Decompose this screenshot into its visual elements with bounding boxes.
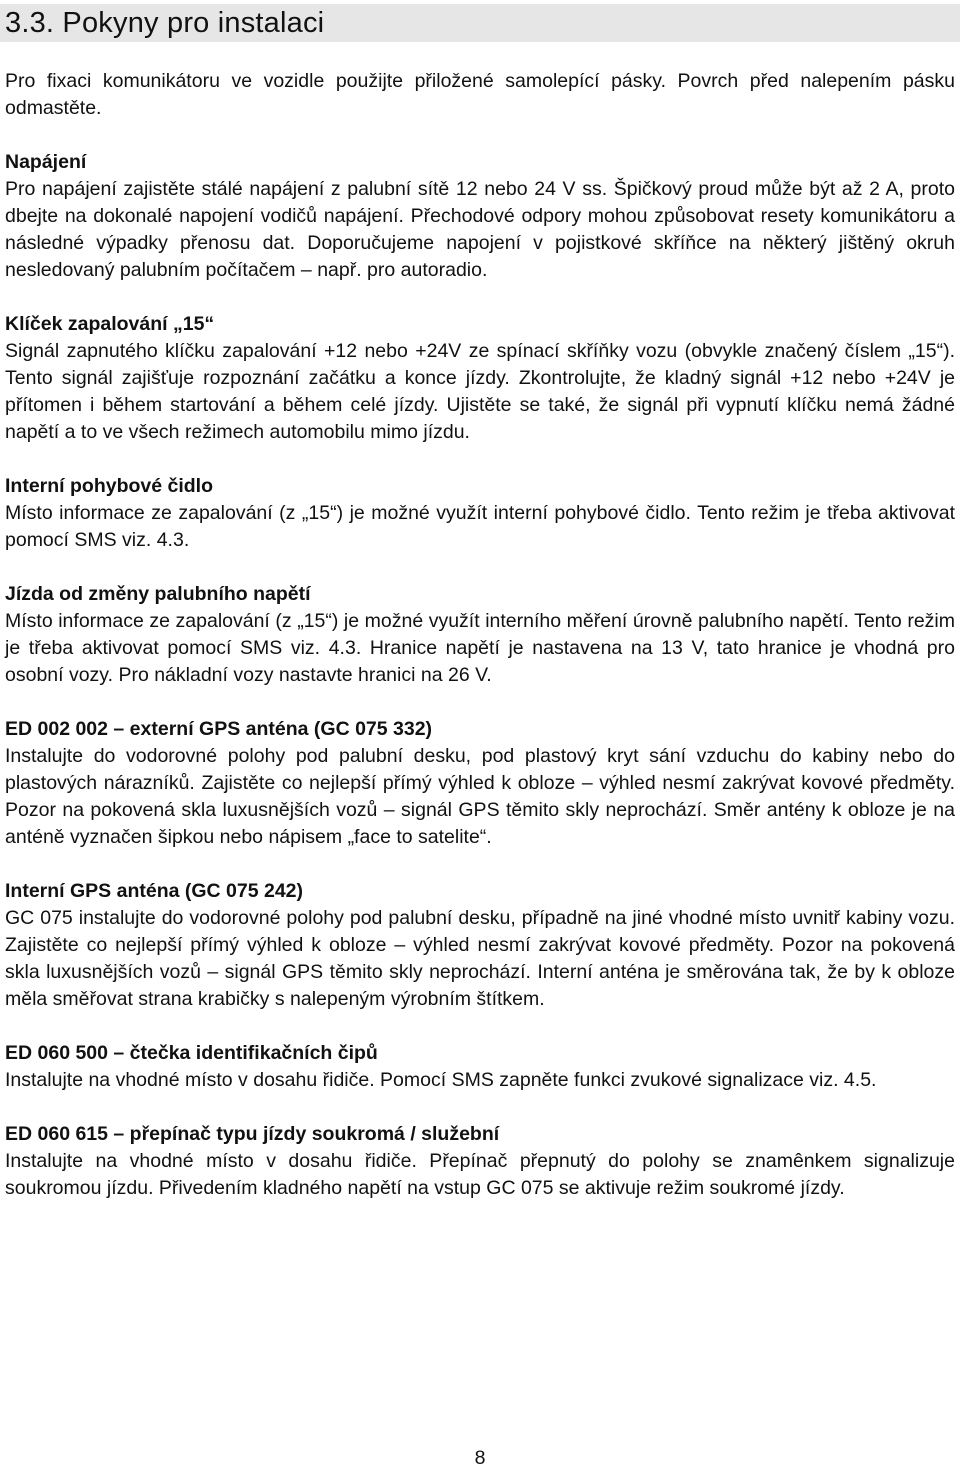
section-jizda-od-zmeny-napeti-text: Místo informace ze zapalování (z „15“) je možné využít interního měření úrovně palubního napětí. Tento režim je třeba aktivovat pomocí SMS viz. 4.3. Hranice napětí je nastavena na 13 V, tato hranice je vhodná pro osobní vozy. Pro nákladní vozy nastavte hranici na 26 V. <box>5 610 955 686</box>
section-ctecka-cipu <box>5 1040 955 1094</box>
intro-text: Pro fixaci komunikátoru ve vozidle použijte přiložené samolepící pásky. Povrch před nalepením pásku odmastěte. <box>5 70 955 119</box>
section-klicek-zapalovani-title: Klíček zapalování „15“ <box>5 313 215 335</box>
document-body <box>5 68 955 1229</box>
section-interni-gps-antena-text: GC 075 instalujte do vodorovné polohy pod palubní desku, případně na jiné vhodné místo uvnitř kabiny vozu. Zajistěte co nejlepší přímý výhled k obloze – výhled nesmí zakrývat kovové předměty. Pozor na pokovená skla luxusnějších vozů – signál GPS těmito skly neprochází. Interní anténa je směrována tak, že by k obloze měla směřovat strana krabičky s nalepeným výrobním štítkem. <box>5 907 955 1010</box>
section-externi-gps-antena-title: ED 002 002 – externí GPS anténa (GC 075 332) <box>5 718 433 740</box>
section-prepinac-typu-jizdy-title: ED 060 615 – přepínač typu jízdy soukromá / služební <box>5 1123 500 1145</box>
section-externi-gps-antena-text: Instalujte do vodorovné polohy pod palubní desku, pod plastový kryt sání vzduchu do kabiny nebo do plastových nárazníků. Zajistěte co nejlepší přímý výhled k obloze – výhled nesmí zakrývat kovové předměty. Pozor na pokovená skla luxusnějších vozů – signál GPS těmito skly neprochází. Směr antény k obloze je na anténě vyznačen šipkou nebo nápisem „face to satelite“. <box>5 745 955 848</box>
section-interni-pohybove-cidlo-text: Místo informace ze zapalování (z „15“) je možné využít interní pohybové čidlo. Tento režim je třeba aktivovat pomocí SMS viz. 4.3. <box>5 502 955 551</box>
intro-block <box>5 68 955 122</box>
section-ctecka-cipu-text: Instalujte na vhodné místo v dosahu řidiče. Pomocí SMS zapněte funkci zvukové signalizace viz. 4.5. <box>5 1069 877 1091</box>
section-prepinac-typu-jizdy <box>5 1121 955 1202</box>
section-title: 3.3. Pokyny pro instalaci <box>5 7 325 39</box>
section-interni-pohybove-cidlo-title: Interní pohybové čidlo <box>5 475 214 497</box>
section-napajeni-text: Pro napájení zajistěte stálé napájení z palubní sítě 12 nebo 24 V ss. Špičkový proud může být až 2 A, proto dbejte na dokonalé napojení vodičů napájení. Přechodové odpory mohou způsobovat resety komunikátoru a následné výpadky přenosu dat. Doporučujeme napojení v pojistkové skříňce na některý jištěný okruh nesledovaný palubním počítačem – např. pro autoradio. <box>5 178 955 281</box>
section-heading-bar <box>0 4 960 42</box>
section-interni-pohybove-cidlo <box>5 473 955 554</box>
section-klicek-zapalovani-text: Signál zapnutého klíčku zapalování +12 nebo +24V ze spínací skříňky vozu (obvykle značený číslem „15“). Tento signál zajišťuje rozpoznání začátku a konce jízdy. Zkontrolujte, že kladný signál +12 nebo +24V je přítomen i během startování a během celé jízdy. Ujistěte se také, že signál při vypnutí klíčku nemá žádné napětí a to ve všech režimech automobilu mimo jízdu. <box>5 340 955 443</box>
section-prepinac-typu-jizdy-text: Instalujte na vhodné místo v dosahu řidiče. Přepínač přepnutý do polohy se znamênkem signalizuje soukromou jízdu. Přivedením kladného napětí na vstup GC 075 se aktivuje režim soukromé jízdy. <box>5 1150 955 1199</box>
section-klicek-zapalovani <box>5 311 955 446</box>
section-jizda-od-zmeny-napeti-title: Jízda od změny palubního napětí <box>5 583 311 605</box>
section-napajeni <box>5 149 955 284</box>
section-interni-gps-antena <box>5 878 955 1013</box>
section-napajeni-title: Napájení <box>5 151 87 173</box>
section-ctecka-cipu-title: ED 060 500 – čtečka identifikačních čipů <box>5 1042 378 1064</box>
section-interni-gps-antena-title: Interní GPS anténa (GC 075 242) <box>5 880 304 902</box>
section-jizda-od-zmeny-napeti <box>5 581 955 689</box>
page-number: 8 <box>474 1447 486 1469</box>
section-externi-gps-antena <box>5 716 955 851</box>
